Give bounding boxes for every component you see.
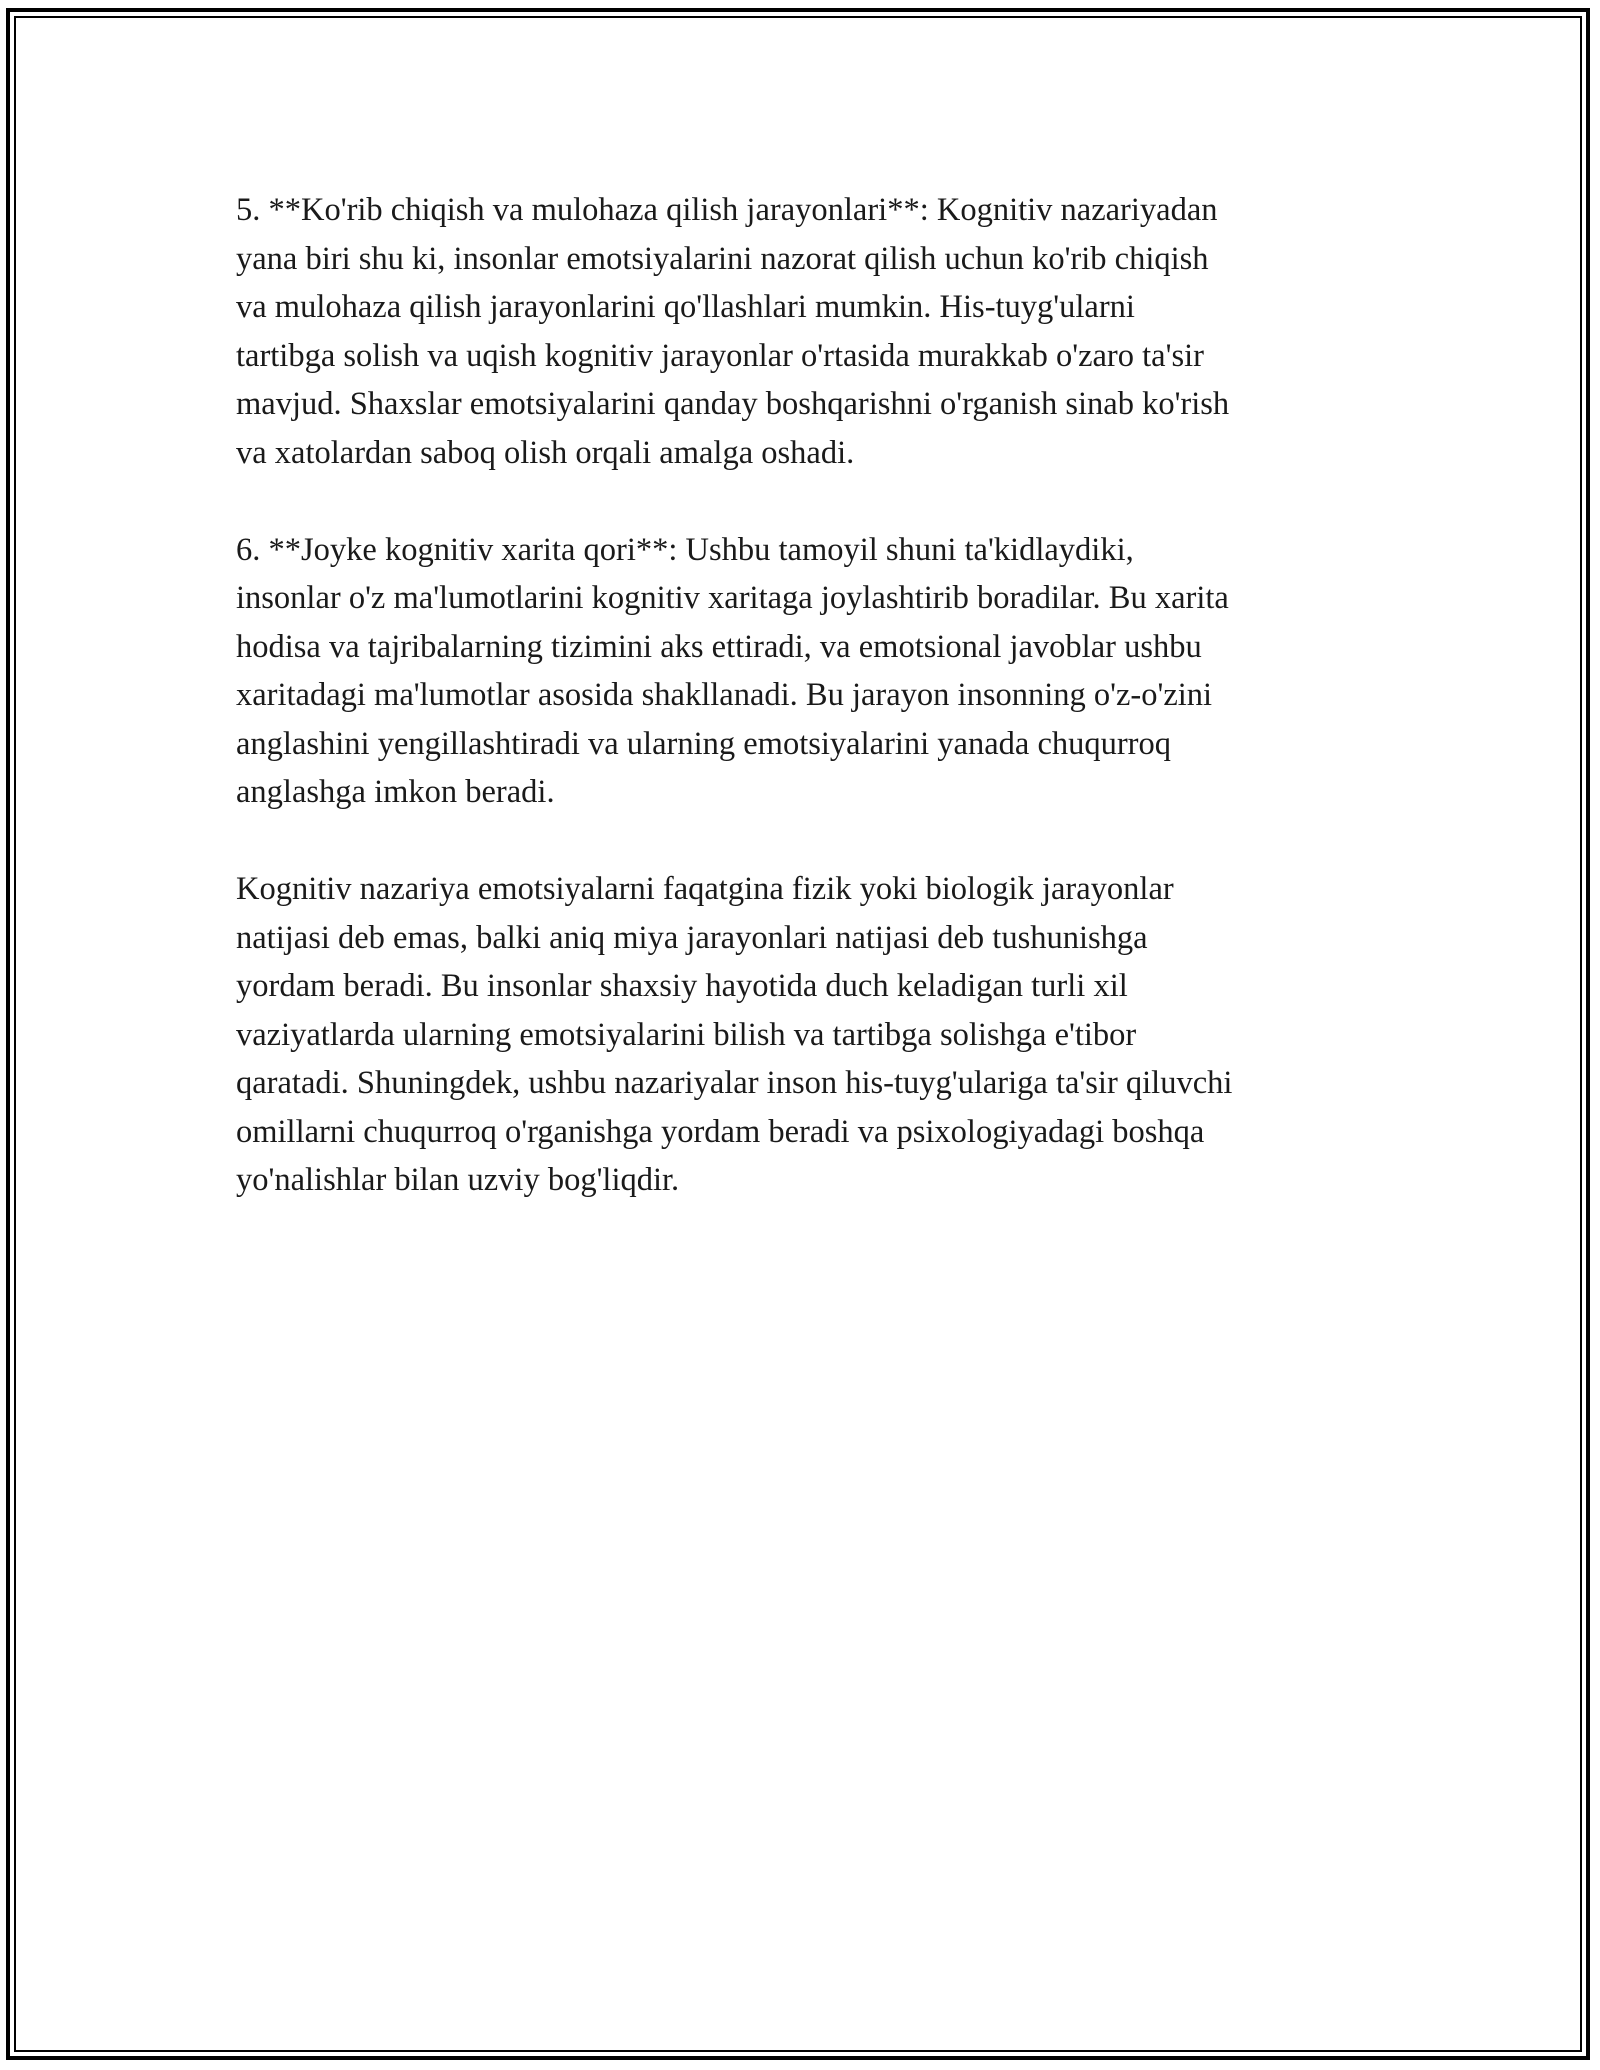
text-line: anglashini yengillashtiradi va ularning emotsiyalarini yanada chuqurroq <box>236 725 1172 762</box>
text-line: mavjud. Shaxslar emotsiyalarini qanday boshqarishni o'rganish sinab ko'rish <box>236 386 1230 422</box>
text-line: qaratadi. Shuningdek, ushbu nazariyalar inson his-tuyg'ulariga ta'sir qiluvchi <box>236 1065 1233 1101</box>
text-line: insonlar o'z ma'lumotlarini kognitiv xaritaga joylashtirib boradilar. Bu xarita <box>236 580 1229 616</box>
paragraph-item-5 <box>236 186 1366 477</box>
paragraph-item-6 <box>236 526 1366 817</box>
text-line: xaritadagi ma'lumotlar asosida shakllanadi. Bu jarayon insonning o'z-o'zini <box>236 677 1213 713</box>
text-line: va mulohaza qilish jarayonlarini qo'llashlari mumkin. His-tuyg'ularni <box>236 289 1135 325</box>
text-line: Kognitiv nazariya emotsiyalarni faqatgina fizik yoki biologik jarayonlar <box>236 871 1174 907</box>
text-line: vaziyatlarda ularning emotsiyalarini bilish va tartibga solishga e'tibor <box>236 1016 1137 1053</box>
text-line: omillarni chuqurroq o'rganishga yordam beradi va psixologiyadagi boshqa <box>236 1113 1205 1150</box>
text-line: hodisa va tajribalarning tizimini aks ettiradi, va emotsional javoblar ushbu <box>236 628 1202 665</box>
text-line: yo'nalishlar bilan uzviy bog'liqdir. <box>236 1162 680 1198</box>
document-body <box>236 186 1366 1253</box>
text-line: 6. **Joyke kognitiv xarita qori**: Ushbu tamoyil shuni ta'kidlaydiki, <box>236 531 1134 568</box>
text-line: anglashga imkon beradi. <box>236 774 555 810</box>
text-line: natijasi deb emas, balki aniq miya jarayonlari natijasi deb tushunishga <box>236 919 1148 956</box>
text-line: va xatolardan saboq olish orqali amalga oshadi. <box>236 434 855 471</box>
text-line: 5. **Ko'rib chiqish va mulohaza qilish jarayonlari**: Kognitiv nazariyadan <box>236 192 1218 228</box>
text-line: yana biri shu ki, insonlar emotsiyalarini nazorat qilish uchun ko'rib chiqish <box>236 240 1209 277</box>
paragraph-conclusion <box>236 865 1366 1205</box>
text-line: tartibga solish va uqish kognitiv jarayonlar o'rtasida murakkab o'zaro ta'sir <box>236 337 1204 374</box>
text-line: yordam beradi. Bu insonlar shaxsiy hayotida duch keladigan turli xil <box>236 968 1128 1004</box>
